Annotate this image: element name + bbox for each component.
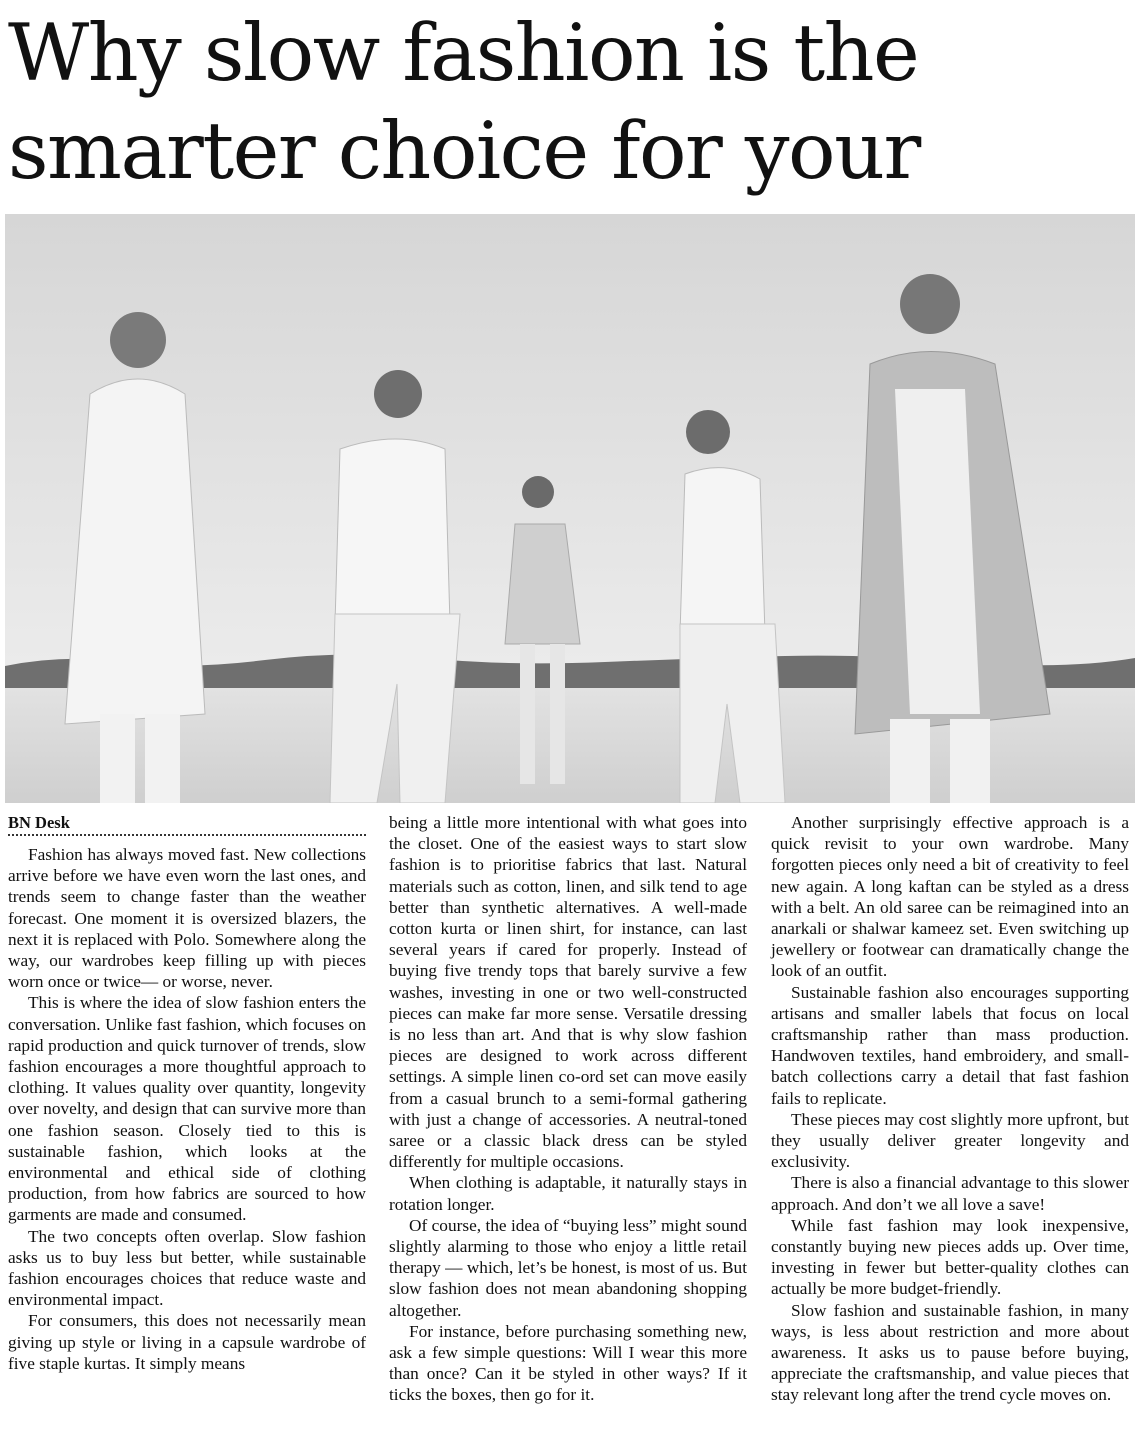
fashion-photo-image [5, 214, 1135, 803]
article-column-2 [389, 812, 747, 1406]
headline-line-1: Why slow fashion is the [8, 7, 919, 99]
paragraph: Slow fashion and sustainable fashion, in many ways, is less about restriction and more about awareness. It asks us to pause before buying, appreciate the craftsmanship, and value pieces that stay relevant long after the trend cycle moves on. [771, 1300, 1129, 1405]
article-column-3 [771, 812, 1129, 1406]
paragraph: For instance, before purchasing something new, ask a few simple questions: Will I wear this more than once? Can it be styled in other ways? If it ticks the boxes, then go for it. [389, 1321, 747, 1405]
paragraph: There is also a financial advantage to this slower approach. And don’t we all love a save! [771, 1173, 1129, 1214]
paragraph: being a little more intentional with what goes into the closet. One of the easiest ways to start slow fashion is to prioritise fabrics that last. Natural materials such as cotton, linen, and silk tend to age better than synthetic alternatives. A well-made cotton kurta or linen shirt, for instance, can last several years if cared for properly. Instead of buying five trendy tops that barely survive a few washes, investing in one or two well-constructed pieces can make far more sense. Versatile dressing is no less than art. And that is why slow fashion pieces are designed to work across different settings. A simple linen co-ord set can move easily from a casual brunch to a semi-formal gathering with just a change of accessories. A neutral-toned saree or a classic black dress can be styled differently for multiple occasions. [389, 813, 747, 1172]
paragraph: Another surprisingly effective approach is a quick revisit to your own wardrobe. Many forgotten pieces only need a bit of creativity to feel new again. A long kaftan can be styled as a dress with a belt. An old saree can be reimagined into an anarkali or shalwar kameez set. Even switching up jewellery or footwear can dramatically change the look of an outfit. [771, 813, 1129, 981]
headline-line-2: smarter choice for your [8, 105, 920, 197]
byline: BN Desk [8, 813, 70, 832]
paragraph: Sustainable fashion also encourages supporting artisans and smaller labels that focus on local craftsmanship rather than mass production. Handwoven textiles, hand embroidery, and small-batch collections carry a detail that fast fashion fails to replicate. [771, 982, 1129, 1108]
paragraph: Of course, the idea of “buying less” might sound slightly alarming to those who enjoy a little retail therapy — which, let’s be honest, is most of us. But slow fashion does not mean abandoning shopping altogether. [389, 1215, 747, 1320]
paragraph: Fashion has always moved fast. New collections arrive before we have even worn the last ones, and trends seem to change faster than the weather forecast. One moment it is oversized blazers, the next it is replaced with Polo. Somewhere along the way, our wardrobes keep filling up with pieces worn once or twice— or worse, never. [8, 845, 366, 992]
paragraph: The two concepts often overlap. Slow fashion asks us to buy less but better, while sustainable fashion encourages choices that reduce waste and environmental impact. [8, 1226, 366, 1310]
paragraph: These pieces may cost slightly more upfront, but they usually deliver greater longevity and exclusivity. [771, 1109, 1129, 1172]
article-photo [5, 214, 1135, 803]
paragraph: For consumers, this does not necessarily mean giving up style or living in a capsule wardrobe of five staple kurtas. It simply means [8, 1311, 366, 1373]
article-column-1 [8, 812, 366, 1374]
paragraph: This is where the idea of slow fashion enters the conversation. Unlike fast fashion, which focuses on rapid production and quick turnover of trends, slow fashion encourages a more thoughtful approach to clothing. It values quality over quantity, longevity over novelty, and design that can survive more than one fashion season. Closely tied to this is sustainable fashion, which looks at the environmental and ethical side of clothing production, from how fabrics are sourced to how garments are made and consumed. [8, 993, 366, 1225]
byline-divider [8, 834, 366, 836]
paragraph: While fast fashion may look inexpensive, constantly buying new pieces adds up. Over time, investing in fewer but better-quality clothes can actually be more budget-friendly. [771, 1215, 1129, 1299]
paragraph: When clothing is adaptable, it naturally stays in rotation longer. [389, 1173, 747, 1214]
